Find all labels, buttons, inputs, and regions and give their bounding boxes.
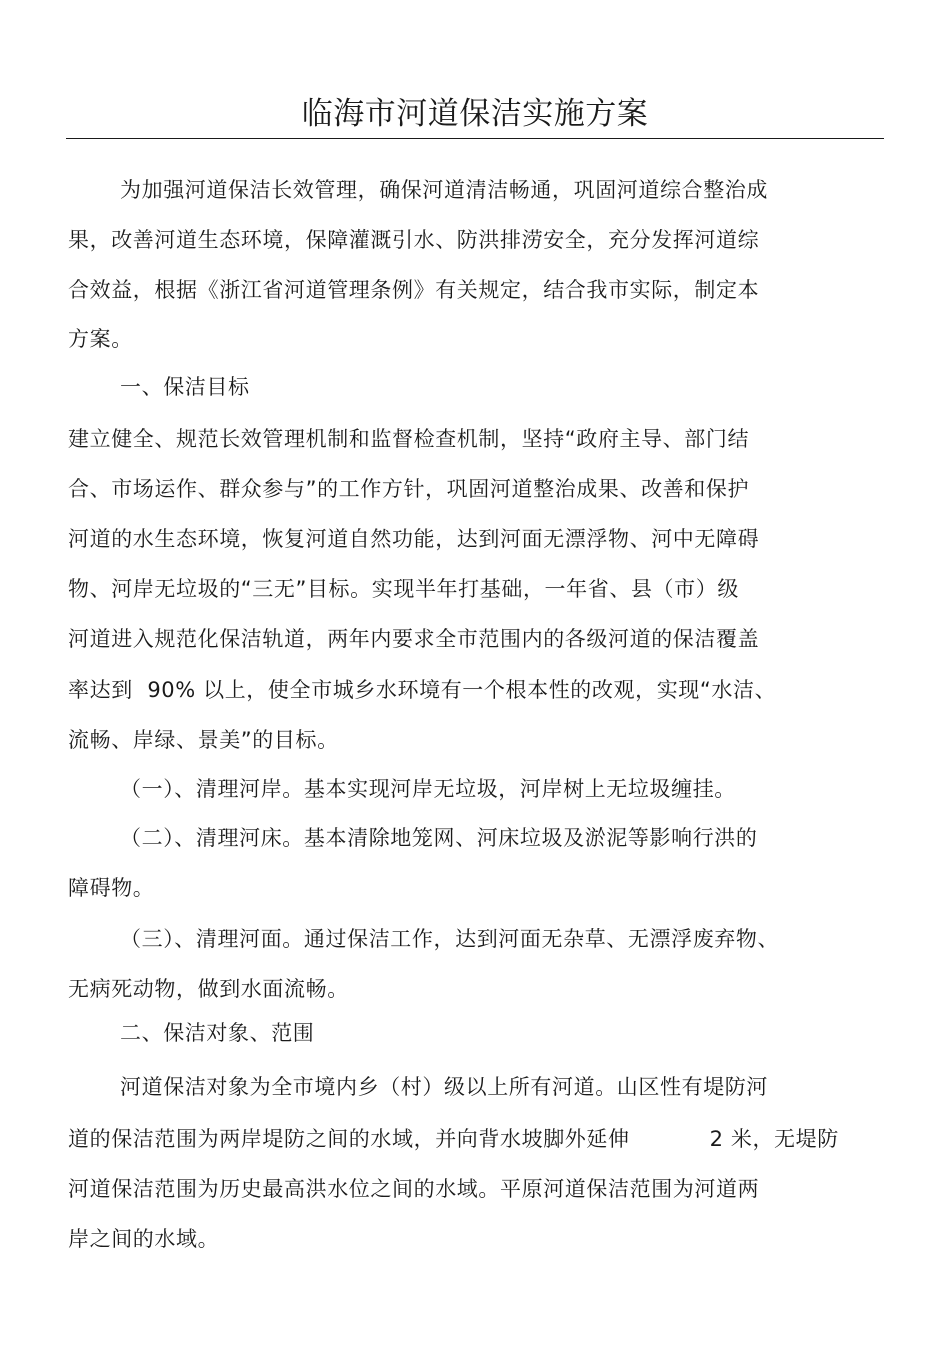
paragraph-line: 果，改善河道生态环境，保障灌溉引水、防洪排涝安全，充分发挥河道综 <box>68 228 760 252</box>
paragraph-line: 岸之间的水域。 <box>68 1227 220 1251</box>
paragraph-line: 河道进入规范化保洁轨道，两年内要求全市范围内的各级河道的保洁覆盖 <box>68 627 760 651</box>
paragraph-line: 道的保洁范围为两岸堤防之间的水域，并向背水坡脚外延伸 2 米，无堤防 <box>68 1127 839 1151</box>
list-item: （三）、清理河面。通过保洁工作，达到河面无杂草、无漂浮废弃物、 <box>120 927 780 951</box>
paragraph-line: 流畅、岸绿、景美”的目标。 <box>68 728 339 752</box>
paragraph-line: 建立健全、规范长效管理机制和监督检查机制，坚持“政府主导、部门结 <box>68 427 750 451</box>
paragraph-line: 障碍物。 <box>68 876 155 900</box>
list-item: （一）、清理河岸。基本实现河岸无垃圾，河岸树上无垃圾缠挂。 <box>120 777 736 801</box>
list-item: （二）、清理河床。基本清除地笼网、河床垃圾及淤泥等影响行洪的 <box>120 826 758 850</box>
paragraph-line: 河道保洁范围为历史最高洪水位之间的水域。平原河道保洁范围为河道两 <box>68 1177 760 1201</box>
section-heading: 二、保洁对象、范围 <box>120 1021 315 1045</box>
paragraph-line: 物、河岸无垃圾的“三无”目标。实现半年打基础，一年省、县（市）级 <box>68 577 739 601</box>
paragraph-line: 方案。 <box>68 327 133 351</box>
title-divider <box>66 138 884 139</box>
paragraph-line: 无病死动物，做到水面流畅。 <box>68 977 349 1001</box>
section-heading: 一、保洁目标 <box>120 375 250 399</box>
paragraph-line: 河道的水生态环境，恢复河道自然功能，达到河面无漂浮物、河中无障碍 <box>68 527 760 551</box>
paragraph-line: 合效益，根据《浙江省河道管理条例》有关规定，结合我市实际，制定本 <box>68 278 760 302</box>
paragraph-line: 率达到 90% 以上，使全市城乡水环境有一个根本性的改观，实现“水洁、 <box>68 678 777 702</box>
document-title: 临海市河道保洁实施方案 <box>301 96 649 132</box>
paragraph-line: 河道保洁对象为全市境内乡（村）级以上所有河道。山区性有堤防河 <box>120 1075 768 1099</box>
paragraph-line: 合、市场运作、群众参与”的工作方针，巩固河道整治成果、改善和保护 <box>68 477 750 501</box>
paragraph-line: 为加强河道保洁长效管理，确保河道清洁畅通，巩固河道综合整治成 <box>120 178 768 202</box>
